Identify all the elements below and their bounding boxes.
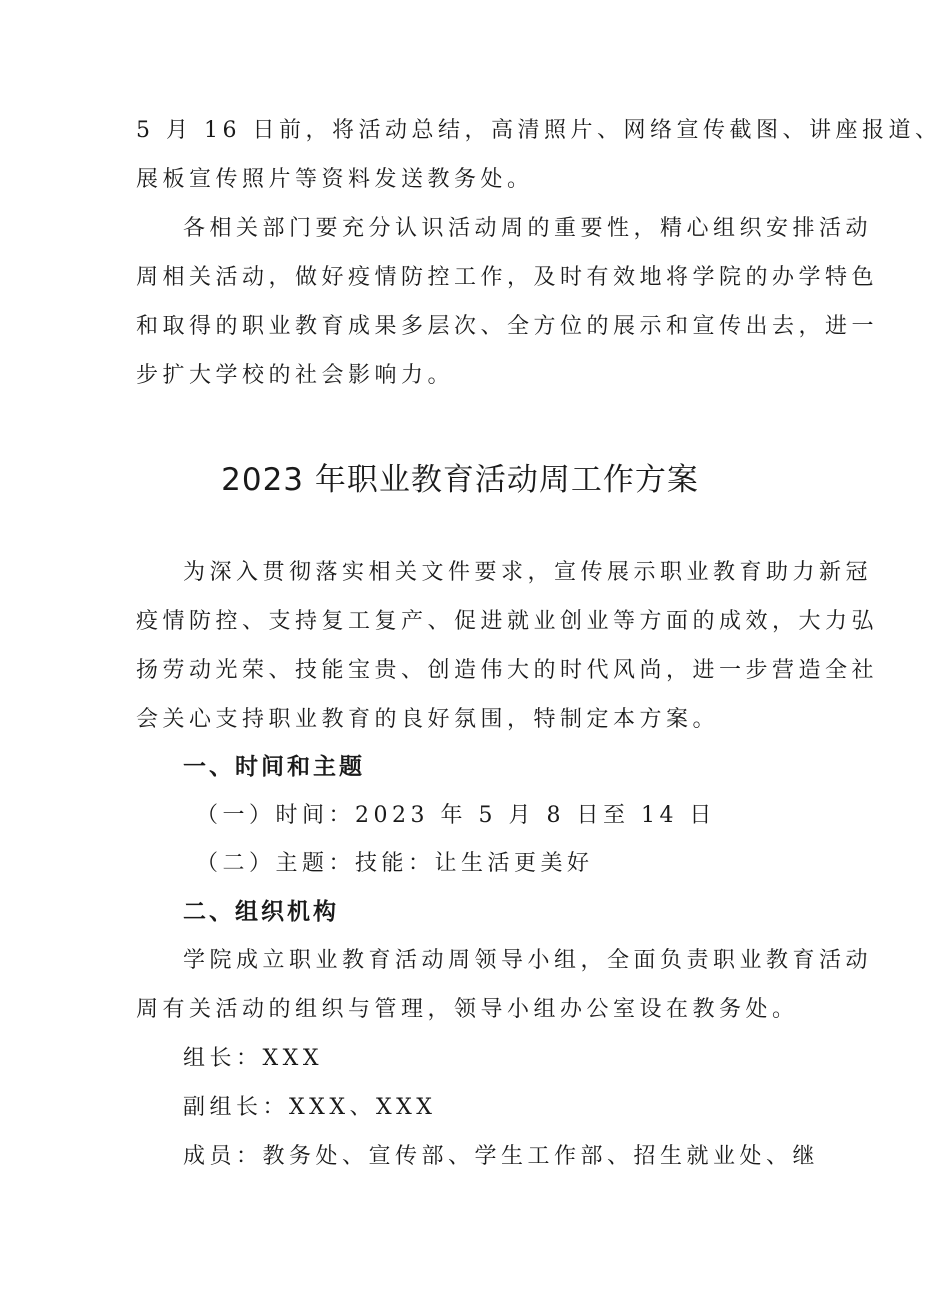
section-2-line-2: 周有关活动的组织与管理，领导小组办公室设在教务处。: [136, 997, 799, 1022]
closing-paragraph-line-2: 周相关活动，做好疫情防控工作，及时有效地将学院的办学特色: [136, 265, 879, 290]
closing-paragraph-line-4: 步扩大学校的社会影响力。: [136, 363, 455, 388]
closing-paragraph-line-3: 和取得的职业教育成果多层次、全方位的展示和宣传出去，进一: [136, 314, 879, 339]
intro-paragraph-line-4: 会关心支持职业教育的良好氛围，特制定本方案。: [136, 707, 720, 732]
section-1-time: （一）时间：2023 年 5 月 8 日至 14 日: [196, 803, 716, 828]
section-1-theme: （二）主题：技能：让生活更美好: [196, 851, 594, 876]
section-2-heading: 二、组织机构: [183, 899, 339, 925]
intro-paragraph-line-2: 疫情防控、支持复工复产、促进就业创业等方面的成效，大力弘: [136, 609, 879, 634]
section-2-line-1: 学院成立职业教育活动周领导小组，全面负责职业教育活动: [183, 948, 873, 973]
section-1-heading: 一、时间和主题: [183, 754, 365, 780]
continuation-line-2: 展板宣传照片等资料发送教务处。: [136, 167, 534, 192]
continuation-line-1: 5 月 16 日前，将活动总结，高清照片、网络宣传截图、讲座报道、: [136, 118, 941, 143]
intro-paragraph-line-1: 为深入贯彻落实相关文件要求，宣传展示职业教育助力新冠: [183, 560, 873, 585]
members-line: 成员：教务处、宣传部、学生工作部、招生就业处、继: [183, 1144, 820, 1169]
deputy-leader-line: 副组长：XXX、XXX: [183, 1095, 437, 1120]
leader-line: 组长：XXX: [183, 1046, 323, 1071]
document-title: 2023 年职业教育活动周工作方案: [221, 462, 699, 498]
closing-paragraph-line-1: 各相关部门要充分认识活动周的重要性，精心组织安排活动: [183, 216, 873, 241]
intro-paragraph-line-3: 扬劳动光荣、技能宝贵、创造伟大的时代风尚，进一步营造全社: [136, 658, 879, 683]
